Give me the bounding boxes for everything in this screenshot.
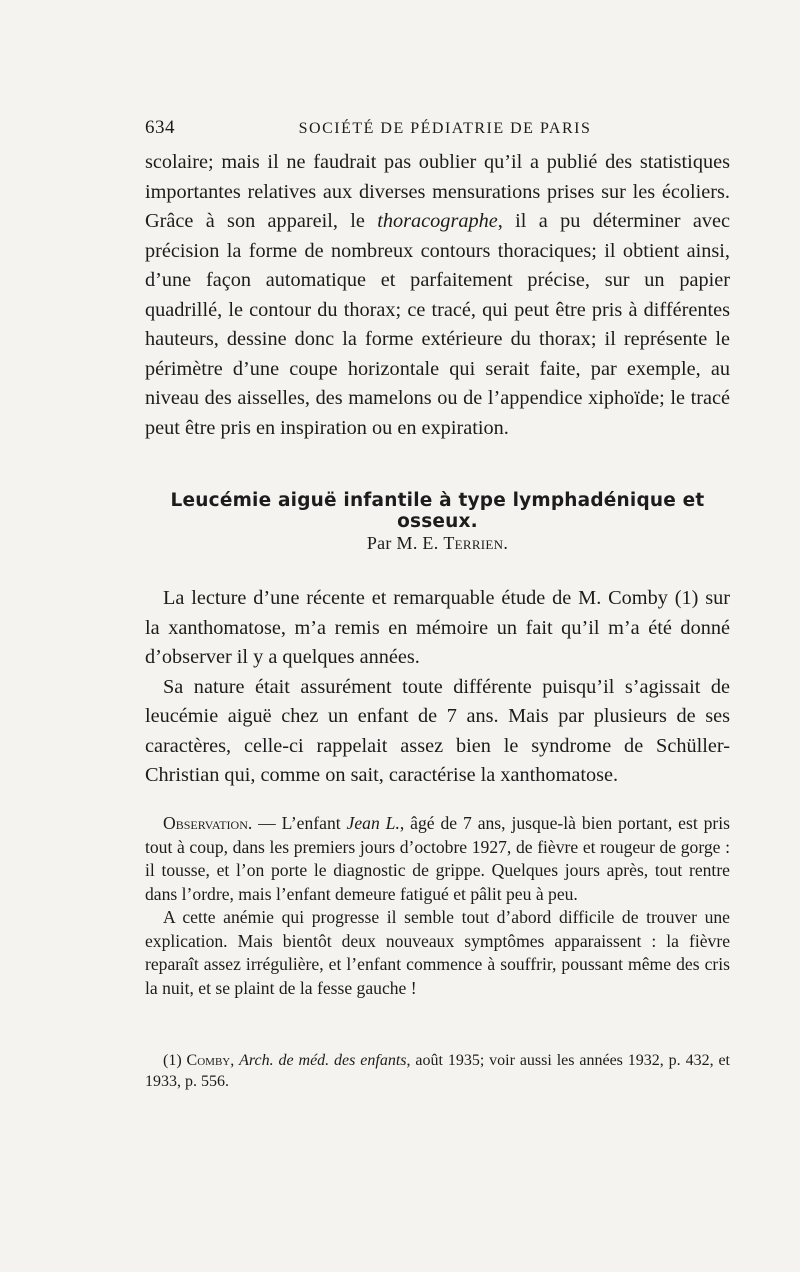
footnote-marker: (1) [163,1052,187,1069]
byline-author: Terrien. [443,533,509,553]
running-header [145,117,730,139]
body-paragraph-1: La lecture d’une récente et remarquable étude de M. Comby (1) sur la xanthomatose, m’a remis en mémoire un fait qu’il m’a été donné d’observer il y a quelques années. [145,587,730,668]
observation-text-b: , âgé de 7 ans, jusque-là bien portant, est pris tout à coup, dans les premiers jours d’octobre 1927, de fièvre et rougeur de gorge : il tousse, et l’on porte le diagnostic de grippe. Quelques jours après, tout rentre dans l’ordre, mais l’enfant demeure fatigué et pâlit peu à peu. [145,813,731,904]
running-title: SOCIÉTÉ DE PÉDIATRIE DE PARIS [298,120,592,137]
body-paragraph-2: Sa nature était assurément toute différente puisqu’il s’agissait de leucémie aiguë chez un enfant de 7 ans. Mais par plusieurs de ses caractères, celle-ci rappelait assez bien le syndrome de Schüller-Christian qui, comme on sait, caractérise la xanthomatose. [145,675,730,786]
observation-paragraph-2: A cette anémie qui progresse il semble tout d’abord difficile de trouver une explication. Mais bientôt deux nouveaux symptômes apparaissent : la fièvre reparaît assez irrégulière, et l’enfant commence à souffrir, poussant même des cris la nuit, et se plaint de la fesse gauche ! [145,907,730,998]
article-title: Leucémie aiguë infantile à type lymphadénique et osseux. [170,490,705,532]
observation-section [145,812,730,1000]
intro-text-b: , il a pu déterminer avec précision la forme de nombreux contours thoraciques; il obtient ainsi, d’une façon automatique et parfaitement précise, sur un papier quadrillé, le contour du thorax; ce tracé, qui peut être pris à différentes hauteurs, dessine donc la forme extérieure du thorax; il représente le périmètre d’une coupe horizontale qui serait faite, par exemple, au niveau des aisselles, des mamelons ou de l’appendice xiphoïde; le tracé peut être pris en inspiration ou en expiration. [145,210,730,439]
footnote [145,1050,730,1092]
observation-paragraph-1 [145,812,730,906]
observation-patient: Jean L. [346,813,400,833]
footnote-journal: Arch. de méd. des enfants [239,1052,407,1069]
intro-term: thoracographe [377,210,498,232]
intro-paragraph [145,148,730,443]
footnote-author: Comby [186,1052,231,1069]
footnote-sep: , [230,1052,240,1069]
byline-prefix: Par M. E. [366,533,444,553]
article-byline [145,533,730,554]
intro-text-a: scolaire; mais il ne faudrait pas oublier qu’il a publié des statistiques importantes relatives aux diverses mensurations prises sur les écoliers. Grâce à son appareil, le [145,151,730,232]
footnote-rest: , août 1935; voir aussi les années 1932, p. 432, et 1933, p. 556. [145,1052,731,1090]
observation-text-a: — L’enfant [252,813,347,833]
page-number: 634 [145,117,175,138]
observation-label: Observation. [163,813,253,833]
body-text [145,584,730,791]
